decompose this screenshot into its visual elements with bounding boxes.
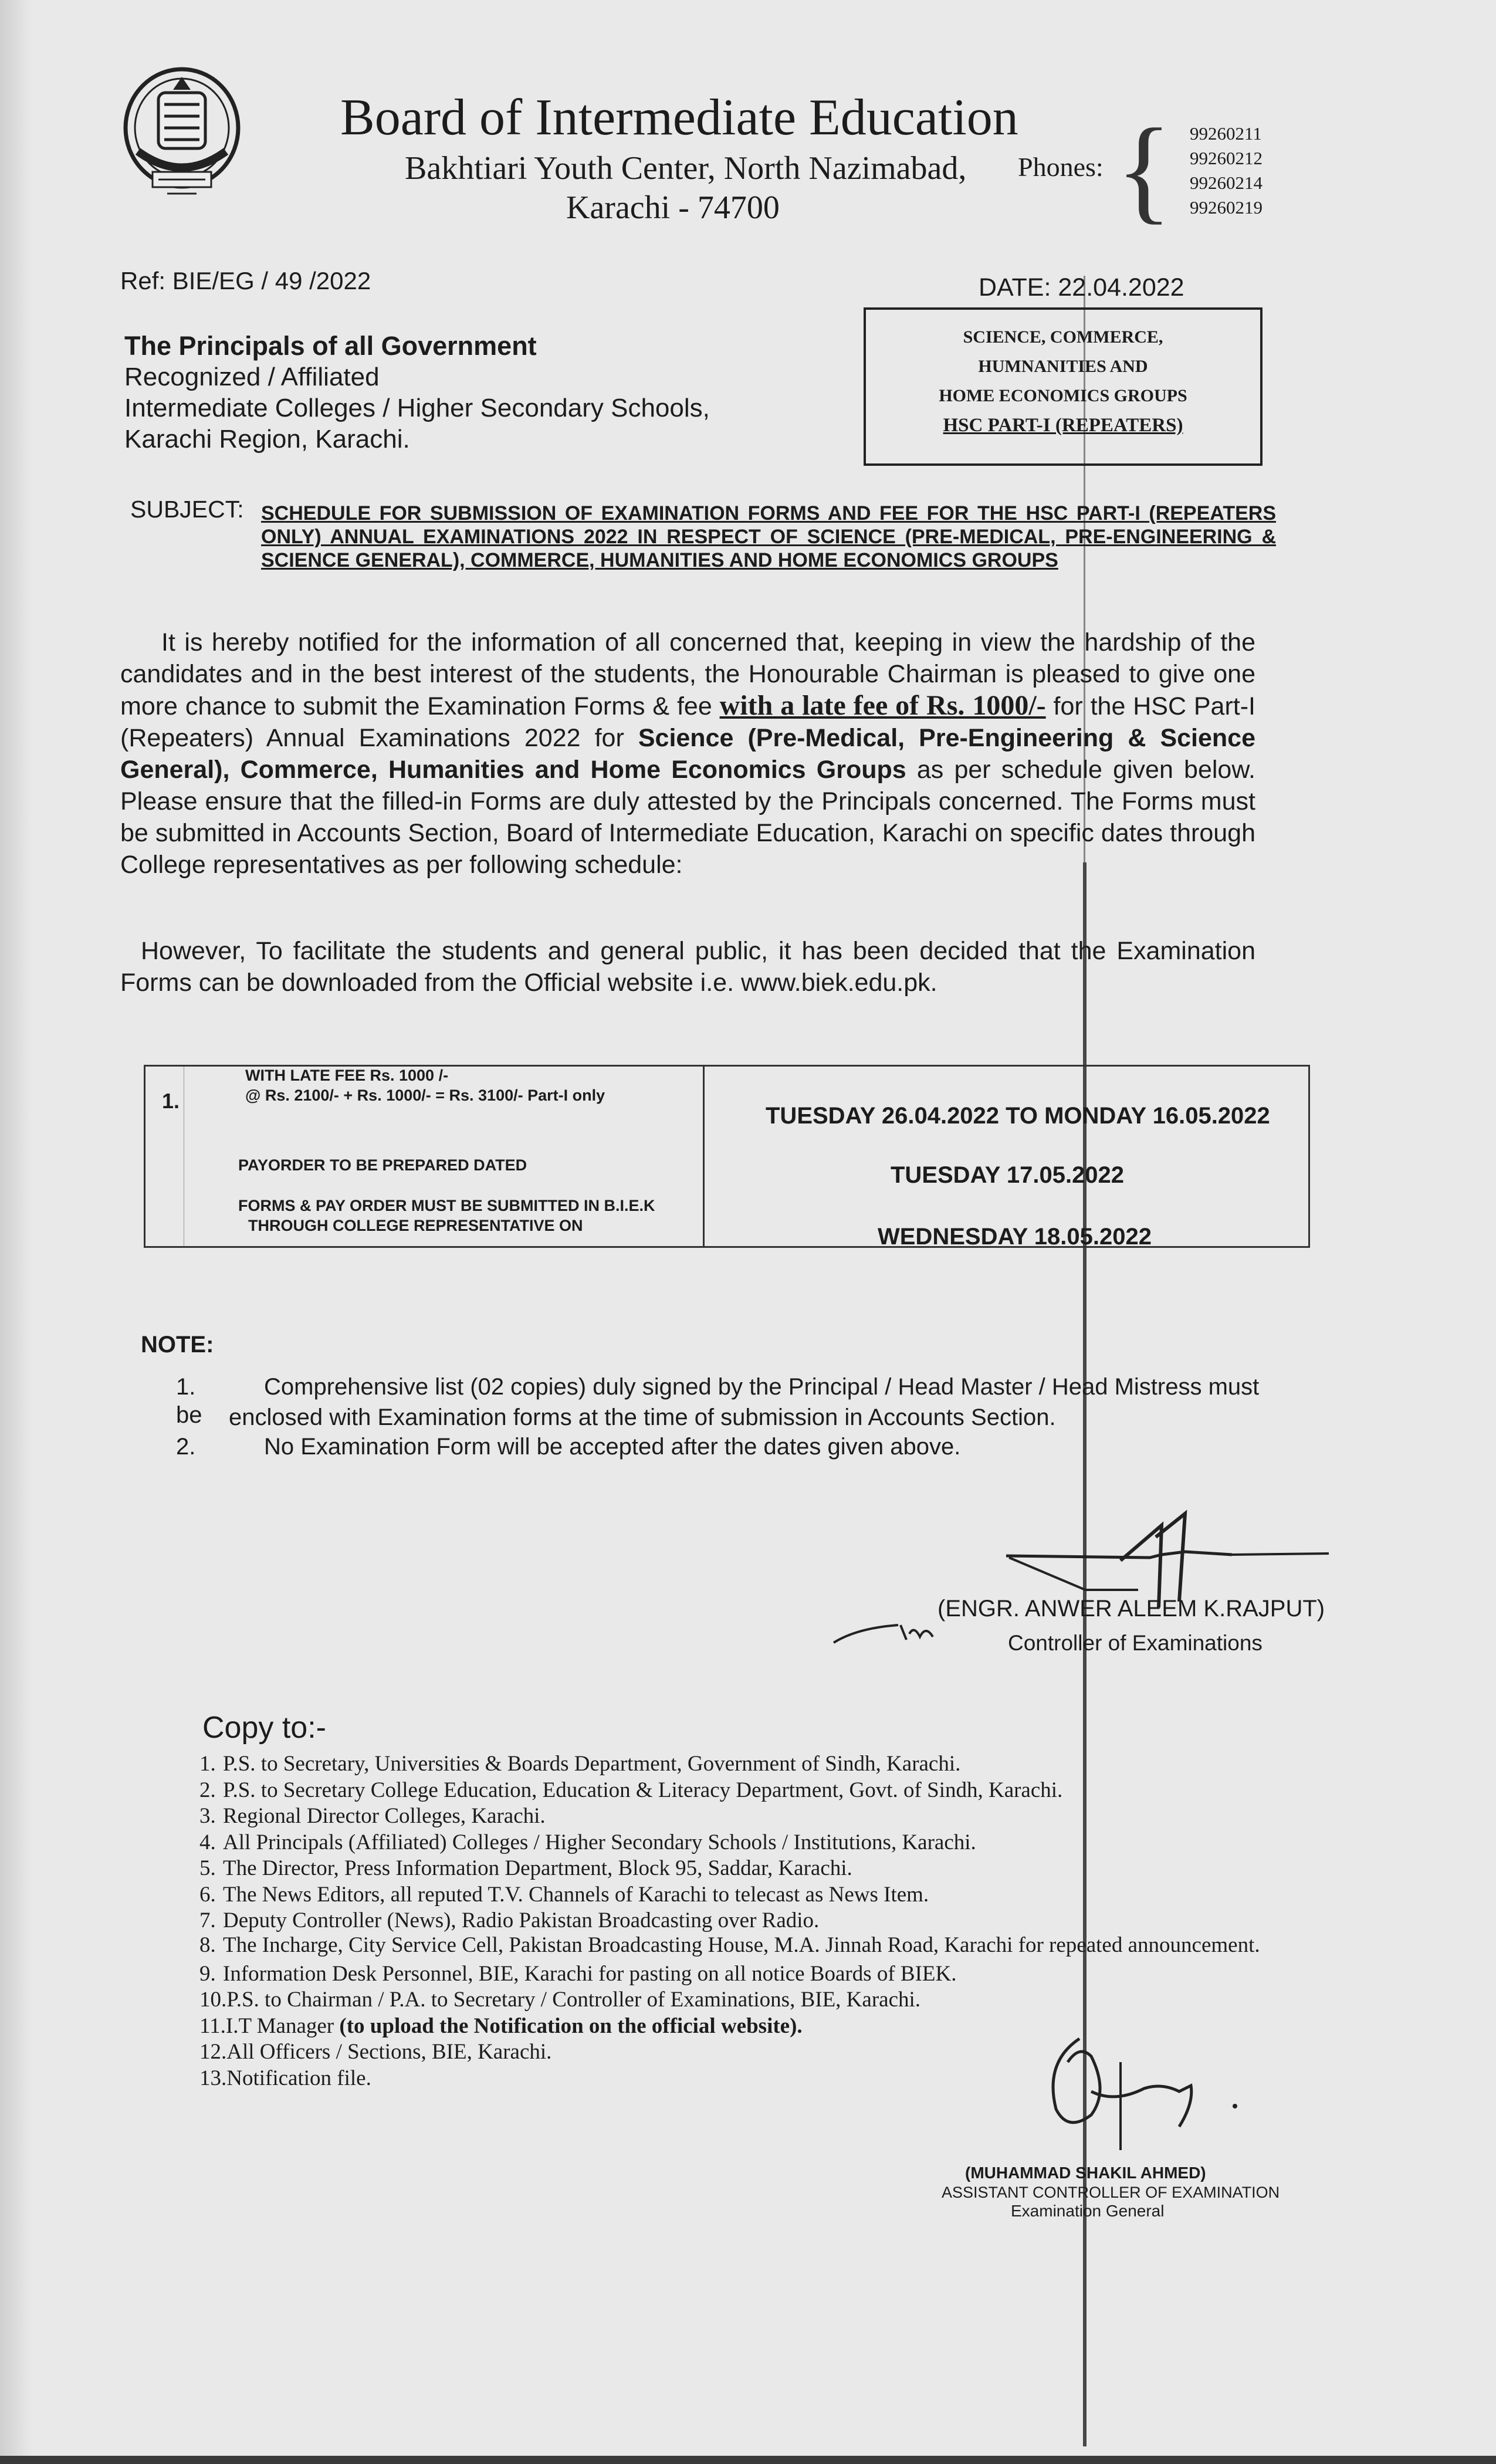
list-item [199,1882,1390,1908]
phones-brace: { [1116,105,1172,235]
subject-text: SCHEDULE FOR SUBMISSION OF EXAMINATION FORMS AND FEE FOR THE HSC PART-I (REPEATERS ONLY) ANNUAL EXAMINATIONS 2022 IN RESPECT OF SCIENCE (PRE-MEDICAL, PRE-ENGINEERING & SCIENCE GENERAL), COMMERCE, HUMANITIES AND HOME ECONOMICS GROUPS [261,502,1276,571]
list-text: Information Desk Personnel, BIE, Karachi for pasting on all notice Boards of BIEK. [223,1961,957,1986]
schedule-sno: 1. [162,1089,180,1113]
note-text: Comprehensive list (02 copies) duly signed by the Principal / Head Master / Head Mistress must be [176,1374,1260,1428]
letter-date: DATE: 22.04.2022 [979,273,1184,302]
list-number: 4. [199,1830,216,1854]
reference-number: Ref: BIE/EG / 49 /2022 [120,267,371,295]
controller-title: Controller of Examinations [1008,1631,1263,1655]
body-text: It is hereby notified for the information of all concerned that, keeping in view the hardship of the candidates and in the best interest of the students, the Honourable Chairman is pleased to give one more chance to submit the Examination Forms & fee [120,628,1255,720]
list-text: P.S. to Chairman / P.A. to Secretary / Controller of Examinations, BIE, Karachi. [226,1988,921,2012]
submit-line-1: FORMS & PAY ORDER MUST BE SUBMITTED IN B.I.E.K [238,1197,655,1214]
table-divider [703,1067,705,1246]
groups-text: Science (Pre-Medical, Pre-Engineering & Science General), Commerce, Humanities and Home Economics Groups [120,724,1256,784]
body-paragraph-2: However, To facilitate the students and general public, it has been decided that the Examination Forms can be downloaded from the Official website i.e. www.biek.edu.pk. [120,937,1255,997]
addressee-line: Intermediate Colleges / Higher Secondary Schools, [124,394,710,422]
addressee-line: Recognized / Affiliated [124,363,380,391]
payorder-label: PAYORDER TO BE PREPARED DATED [238,1156,527,1174]
assistant-controller-signature [1009,2027,1255,2156]
list-item [199,1830,1390,1856]
body-paragraph-1 [120,627,1255,881]
list-text: All Officers / Sections, BIE, Karachi. [226,2040,552,2064]
assistant-controller-name: (MUHAMMAD SHAKIL AHMED) [965,2164,1206,2182]
list-number: 12. [199,2040,227,2064]
list-item [199,1987,1390,2013]
list-item [199,1803,1390,1830]
groups-line: HOME ECONOMICS GROUPS [939,386,1187,405]
list-text: P.S. to Secretary College Education, Education & Literacy Department, Govt. of Sindh, Karachi. [223,1778,1063,1802]
address-line-1: Bakhtiari Youth Center, North Nazimabad, [405,150,967,187]
list-text: Regional Director Colleges, Karachi. [223,1804,546,1828]
groups-box [864,307,1263,466]
scan-edge-shadow [0,0,32,2464]
note-1-continued: enclosed with Examination forms at the time of submission in Accounts Section. [229,1404,1056,1430]
body-text: as per schedule given below. Please ensure that the filled-in Forms are duly attested by the Principals concerned. The Forms must be submitted in Accounts Section, Board of Intermediate Education, Karachi on specific dates through College representatives as per following schedule: [120,756,1255,879]
list-number: 2. [199,1778,216,1802]
address-line-2: Karachi - 74700 [566,189,780,226]
org-title: Board of Intermediate Education [340,89,1018,146]
list-text: Deputy Controller (News), Radio Pakistan Broadcasting over Radio. [223,1908,820,1932]
late-fee-text: with a late fee of Rs. 1000/- [719,690,1046,721]
schedule-table [144,1065,1310,1248]
list-number: 3. [199,1804,216,1828]
phones-label: Phones: [1018,152,1104,182]
list-number: 11. [199,2013,226,2038]
list-item [199,1908,1390,1934]
body-text: for the HSC Part-I (Repeaters) Annual Examinations 2022 for [120,692,1256,752]
copy-to-heading: Copy to:- [202,1711,326,1745]
list-text-bold: (to upload the Notification on the official website). [339,2013,803,2038]
note-heading: NOTE: [141,1332,214,1358]
list-number: 9. [199,1961,216,1986]
list-number: 10. [199,1988,227,2012]
note-number: 2. [176,1434,196,1460]
list-number: 13. [199,2066,227,2090]
groups-line: HUMNANITIES AND [978,357,1148,376]
fee-line-2: @ Rs. 2100/- + Rs. 1000/- = Rs. 3100/- Part-I only [245,1087,605,1104]
controller-name: (ENGR. ANWER ALEEM K.RAJPUT) [937,1596,1325,1622]
list-number: 6. [199,1882,216,1907]
list-text: P.S. to Secretary, Universities & Boards Department, Government of Sindh, Karachi. [223,1752,961,1776]
payorder-date: TUESDAY 17.05.2022 [891,1162,1125,1188]
list-item [199,1751,1390,1778]
phone-number: 99260219 [1190,197,1263,218]
list-text: I.T Manager [225,2013,334,2038]
list-number: 5. [199,1856,216,1880]
list-text: The Incharge, City Service Cell, Pakistan Broadcasting House, M.A. Jinnah Road, Karachi for repeated announcement. [223,1932,1260,1957]
phone-numbers [1190,121,1263,220]
submit-line-2: THROUGH COLLEGE REPRESENTATIVE ON [248,1217,583,1234]
groups-line: SCIENCE, COMMERCE, [963,327,1163,347]
board-logo [117,63,246,201]
list-text: All Principals (Affiliated) Colleges / Higher Secondary Schools / Institutions, Karachi. [223,1830,976,1854]
list-item [199,1961,1390,1988]
submit-date: WEDNESDAY 18.05.2022 [878,1224,1152,1250]
note-2 [176,1433,1279,1461]
schedule-period: TUESDAY 26.04.2022 TO MONDAY 16.05.2022 [766,1103,1270,1129]
phone-number: 99260214 [1190,172,1263,193]
groups-line: HSC PART-I (REPEATERS) [943,415,1183,436]
subject-label: SUBJECT: [130,496,244,523]
addressee-line: The Principals of all Government [124,331,537,361]
list-text: Notification file. [226,2066,371,2090]
addressee-line: Karachi Region, Karachi. [124,425,410,453]
list-item [199,1856,1390,1882]
assistant-controller-title: ASSISTANT CONTROLLER OF EXAMINATION [942,2184,1280,2201]
list-item [199,1778,1390,1804]
phone-number: 99260212 [1190,148,1263,168]
phone-number: 99260211 [1190,123,1262,144]
list-number: 1. [199,1752,216,1776]
fee-line-1: WITH LATE FEE Rs. 1000 /- [245,1067,449,1084]
scan-bottom-edge [0,2456,1496,2464]
assistant-controller-section: Examination General [1011,2202,1165,2220]
list-number: 7. [199,1908,216,1932]
note-number: 1. [176,1374,196,1400]
addressee-block [124,330,710,455]
list-text: The Director, Press Information Department, Block 95, Saddar, Karachi. [223,1856,852,1880]
list-number: 8. [199,1932,216,1957]
list-text: The News Editors, all reputed T.V. Channels of Karachi to telecast as News Item. [223,1882,929,1907]
note-text: No Examination Form will be accepted after the dates given above. [264,1434,961,1460]
list-item [199,1934,1390,1957]
